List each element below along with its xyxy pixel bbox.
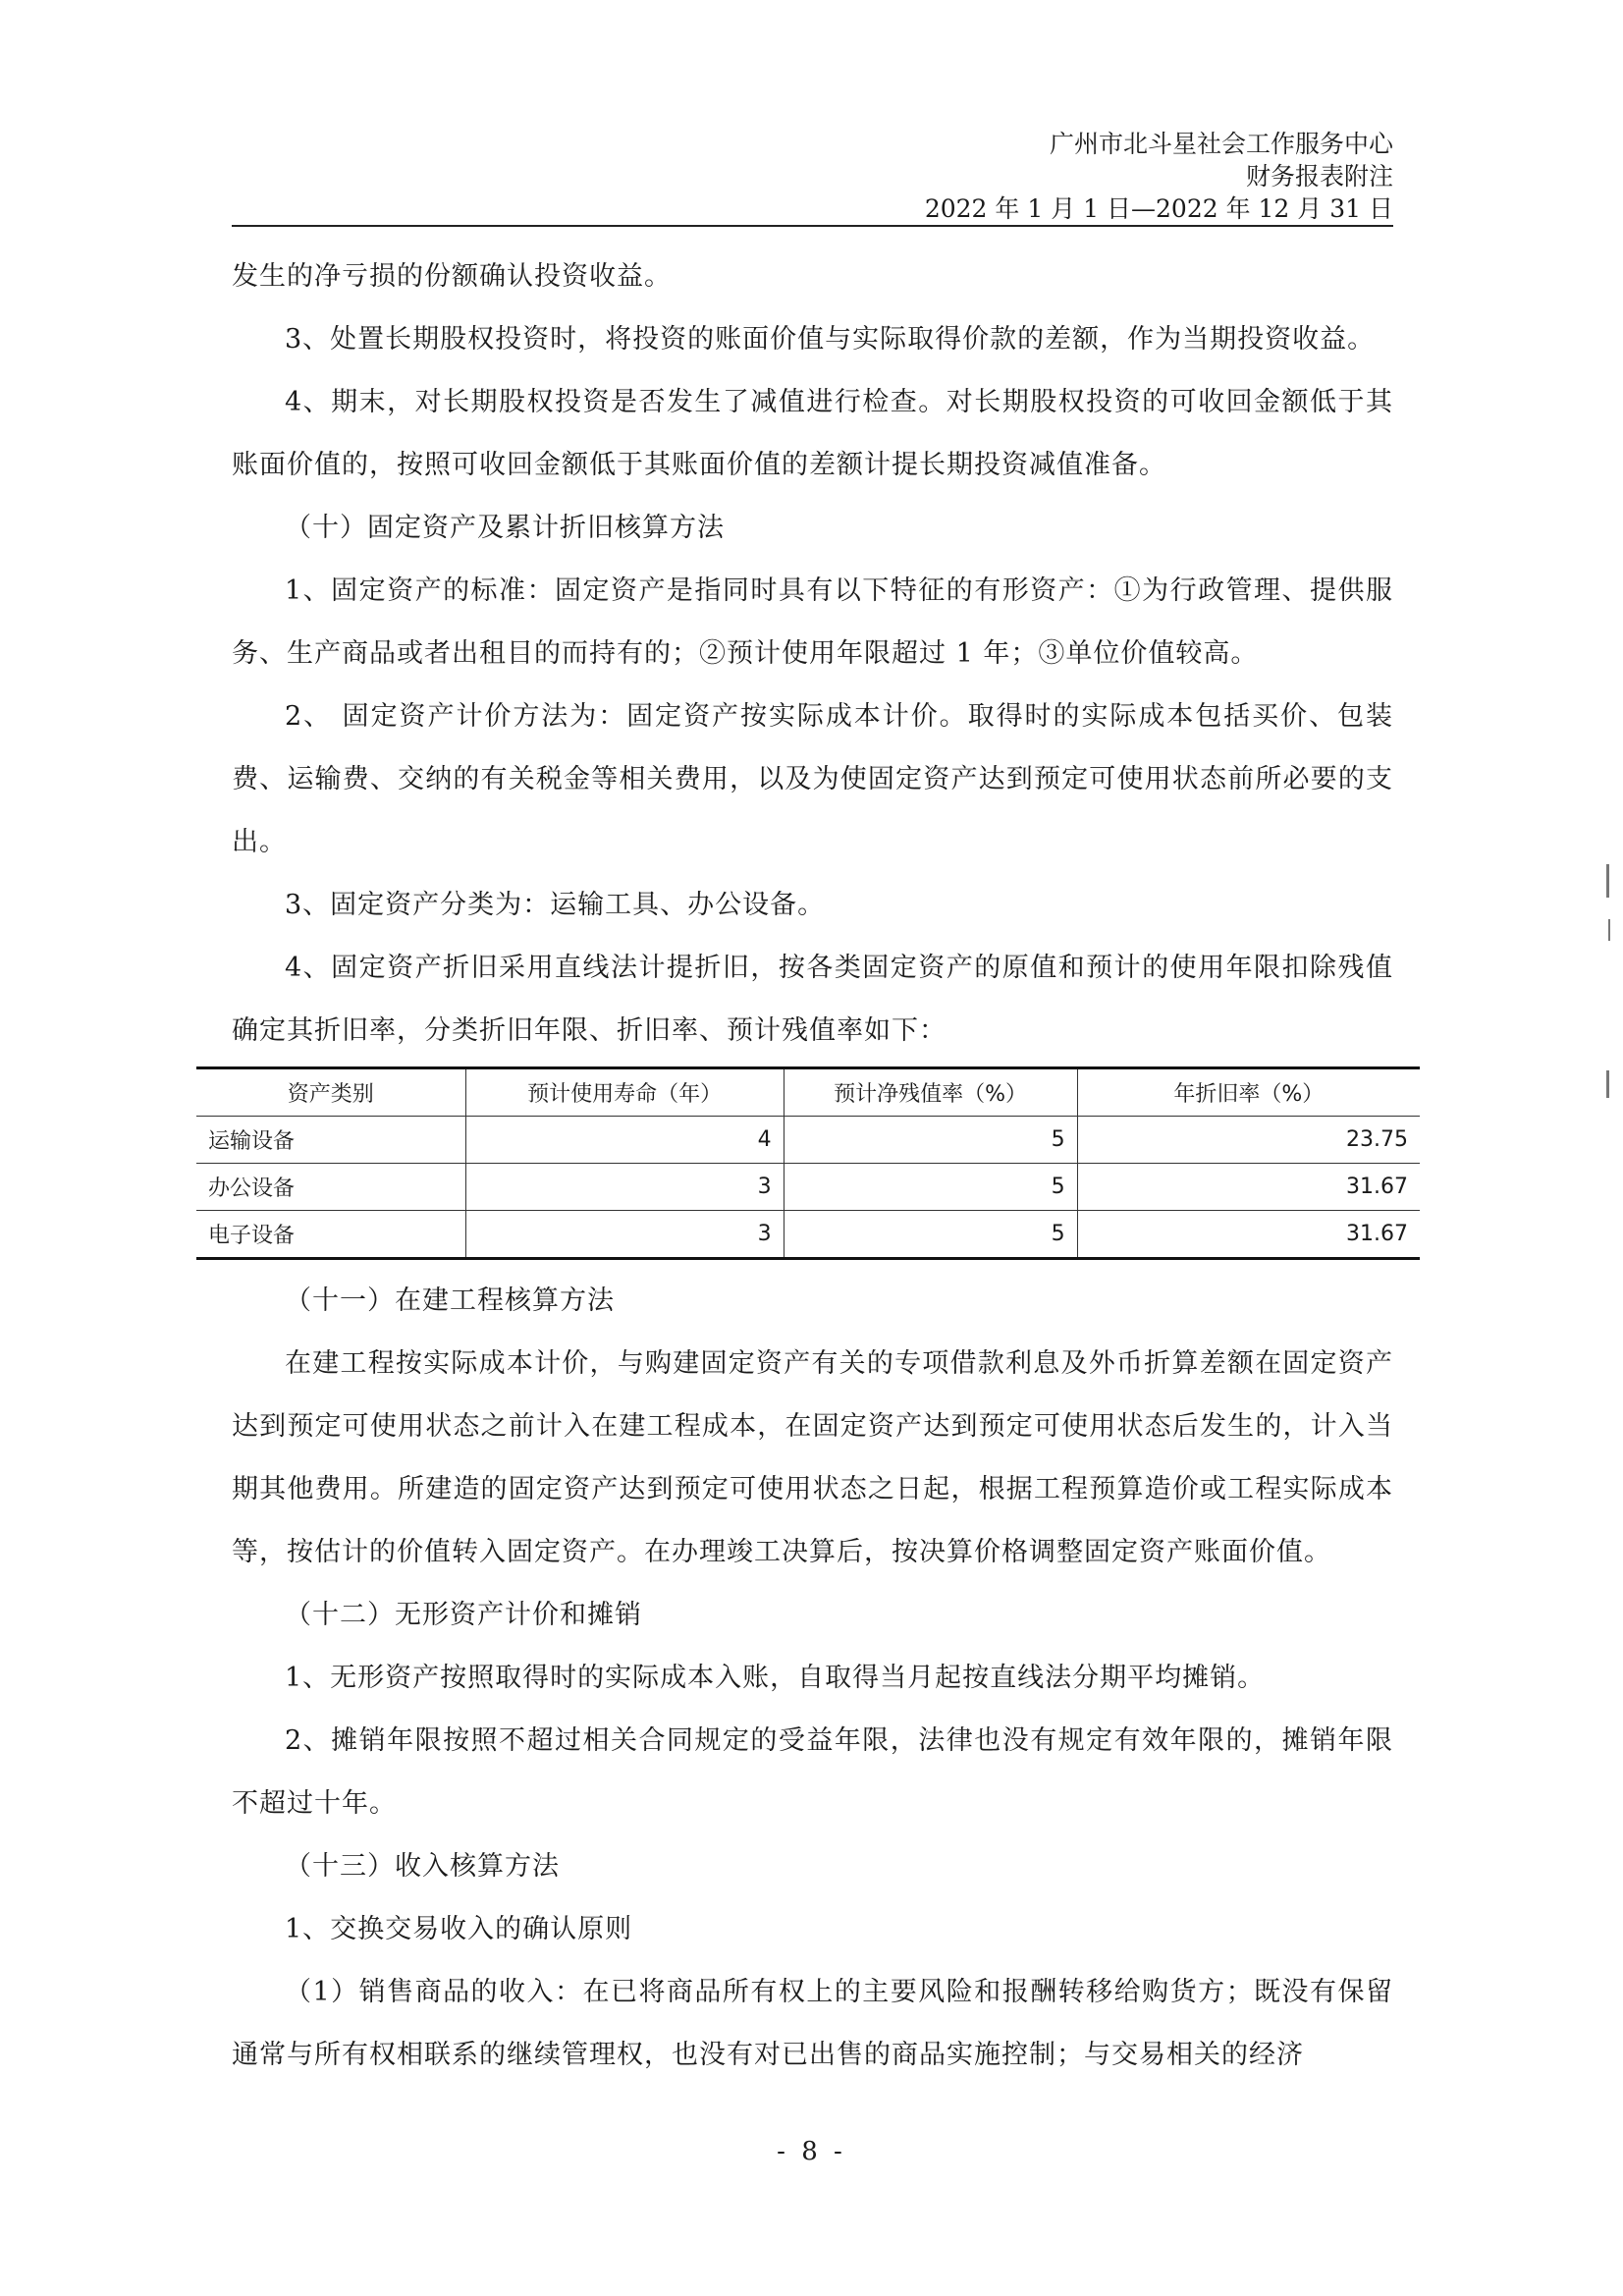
table-cell: 4: [465, 1117, 784, 1164]
paragraph-intangible-2: 2、摊销年限按照不超过相关合同规定的受益年限，法律也没有规定有效年限的，摊销年限不超过十年。: [232, 1725, 1393, 1819]
column-header: 预计使用寿命（年）: [465, 1068, 784, 1117]
section-heading-revenue: （十三）收入核算方法: [285, 1851, 560, 1882]
header-rule: [232, 225, 1393, 227]
table-row: [196, 1117, 1420, 1164]
paragraph-impairment: 4、期末，对长期股权投资是否发生了减值进行检查。对长期股权投资的可收回金额低于其账面价值的，按照可收回金额低于其账面价值的差额计提长期投资减值准备。: [232, 387, 1393, 480]
table-cell: 5: [784, 1164, 1077, 1211]
table-cell: 5: [784, 1117, 1077, 1164]
paragraph-fixed-asset-classes: 3、固定资产分类为：运输工具、办公设备。: [285, 890, 826, 920]
column-header: 预计净残值率（%）: [784, 1068, 1077, 1117]
column-header: 年折旧率（%）: [1077, 1068, 1420, 1117]
paragraph-depreciation-method: 4、固定资产折旧采用直线法计提折旧，按各类固定资产的原值和预计的使用年限扣除残值确定其折旧率，分类折旧年限、折旧率、预计残值率如下：: [232, 953, 1393, 1046]
table-cell: 运输设备: [196, 1117, 465, 1164]
paragraph-revenue-principle: 1、交换交易收入的确认原则: [285, 1914, 633, 1944]
paragraph-sales-revenue: （1）销售商品的收入：在已将商品所有权上的主要风险和报酬转移给购货方；既没有保留通常与所有权相联系的继续管理权，也没有对已出售的商品实施控制；与交易相关的经济: [232, 1977, 1393, 2070]
organization-name: 广州市北斗星社会工作服务中心: [1049, 130, 1393, 158]
table-cell: 办公设备: [196, 1164, 465, 1211]
scan-edge-mark: [1606, 1070, 1609, 1098]
report-period: 2022 年 1 月 1 日—2022 年 12 月 31 日: [924, 194, 1393, 223]
section-heading-fixed-assets: （十）固定资产及累计折旧核算方法: [285, 513, 725, 543]
table-cell: 31.67: [1077, 1164, 1420, 1211]
scan-edge-mark: [1608, 919, 1610, 941]
scan-edge-mark: [1606, 864, 1609, 898]
table-header-row: [196, 1068, 1420, 1117]
table-cell: 23.75: [1077, 1117, 1420, 1164]
paragraph-continuation: 发生的净亏损的份额确认投资收益。: [232, 261, 672, 292]
page-header: [925, 128, 1393, 225]
table-row: [196, 1164, 1420, 1211]
depreciation-table: [196, 1066, 1420, 1260]
table-row: [196, 1211, 1420, 1259]
table-cell: 电子设备: [196, 1211, 465, 1259]
paragraph-fixed-asset-valuation: 2、 固定资产计价方法为：固定资产按实际成本计价。取得时的实际成本包括买价、包装费、运输费、交纳的有关税金等相关费用，以及为使固定资产达到预定可使用状态前所必要的支出。: [232, 701, 1393, 857]
paragraph-construction: 在建工程按实际成本计价，与购建固定资产有关的专项借款利息及外币折算差额在固定资产达到预定可使用状态之前计入在建工程成本，在固定资产达到预定可使用状态后发生的，计入当期其他费用。所建造的固定资产达到预定可使用状态之日起，根据工程预算造价或工程实际成本等，按估计的价值转入固定资产。在办理竣工决算后，按决算价格调整固定资产账面价值。: [232, 1348, 1393, 1567]
column-header: 资产类别: [196, 1068, 465, 1117]
paragraph-fixed-asset-standard: 1、固定资产的标准：固定资产是指同时具有以下特征的有形资产：①为行政管理、提供服务、生产商品或者出租目的而持有的；②预计使用年限超过 1 年；③单位价值较高。: [232, 575, 1393, 669]
table-cell: 3: [465, 1164, 784, 1211]
section-heading-construction: （十一）在建工程核算方法: [285, 1285, 615, 1316]
paragraph-disposal: 3、处置长期股权投资时，将投资的账面价值与实际取得价款的差额，作为当期投资收益。: [285, 324, 1376, 355]
paragraph-intangible-1: 1、无形资产按照取得时的实际成本入账，自取得当月起按直线法分期平均摊销。: [285, 1663, 1266, 1693]
table-cell: 3: [465, 1211, 784, 1259]
document-title: 财务报表附注: [1245, 162, 1393, 191]
page-number: - 8 -: [777, 2137, 846, 2166]
section-heading-intangible: （十二）无形资产计价和摊销: [285, 1600, 642, 1630]
page-body: [208, 246, 1408, 2087]
table-cell: 5: [784, 1211, 1077, 1259]
table-cell: 31.67: [1077, 1211, 1420, 1259]
